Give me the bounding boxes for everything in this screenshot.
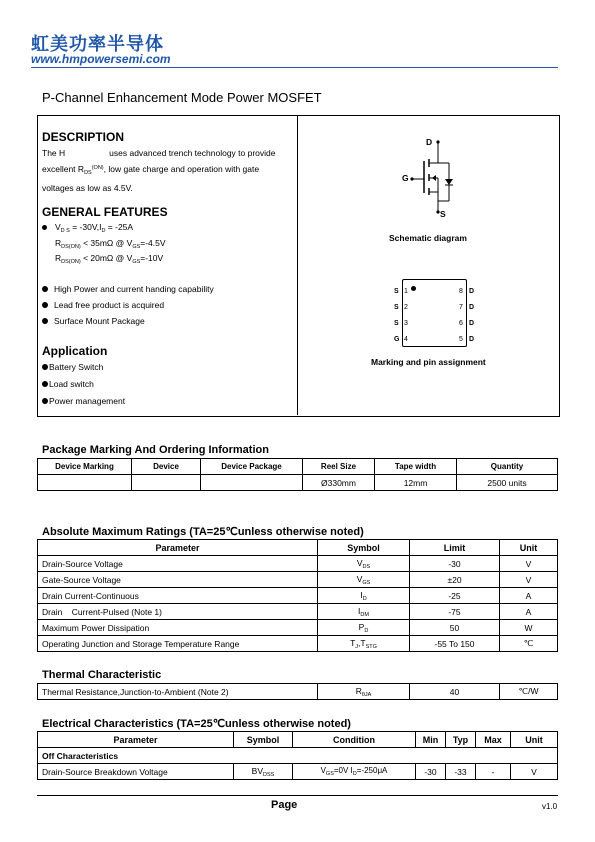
brand-url[interactable]: www.hmpowersemi.com bbox=[31, 52, 171, 66]
features-heading: GENERAL FEATURES bbox=[42, 205, 168, 219]
abs-max-table bbox=[37, 539, 558, 652]
table-row: Drain-Source Breakdown Voltage $BV_{DSS}$ $V_{GS}=0V$ $I_D=-250\mu A$ -30 -33 - V bbox=[38, 764, 558, 780]
overview-divider bbox=[297, 115, 298, 415]
application-heading: Application bbox=[42, 344, 108, 358]
pin-label-g: G bbox=[402, 173, 409, 183]
pin1-dot-icon bbox=[411, 286, 416, 291]
header-rule bbox=[31, 67, 558, 68]
brand-chinese-name: 虹美功率半导体 bbox=[31, 34, 164, 55]
table-row: Maximum Power Dissipation $P_D$ 50 W bbox=[38, 620, 558, 636]
table-row: Thermal Resistance,Junction-to-Ambient (Note 2) $R_{\theta JA}$ 40 ℃/W bbox=[38, 684, 558, 700]
version-label: v1.0 bbox=[542, 802, 558, 811]
right-pin-numbers: 8 7 6 5 bbox=[459, 288, 463, 343]
ordering-title: Package Marking And Ordering Information bbox=[42, 444, 269, 456]
description-heading: DESCRIPTION bbox=[42, 130, 125, 144]
table-row: Drain Current-Continuous $I_D$ -25 A bbox=[38, 588, 558, 604]
table-row: Gate-Source Voltage $V_{GS}$ ±20 V bbox=[38, 572, 558, 588]
feature-bullet-list: High Power and current handing capability Lead free product is acquired Surface Mount Package bbox=[42, 282, 214, 329]
table-row: Operating Junction and Storage Temperature Range $T_J,T_{STG}$ -55 To 150 ℃ bbox=[38, 636, 558, 652]
feature-rdson-10: $R_{DS(ON)} < 20m\Omega$ @ $V_{GS}=-10V$ bbox=[55, 253, 164, 265]
electrical-table bbox=[37, 731, 558, 780]
marking-caption: Marking and pin assignment bbox=[371, 357, 486, 367]
thermal-title: Thermal Characteristic bbox=[42, 669, 162, 681]
left-pin-numbers: 1 2 3 4 bbox=[404, 288, 408, 343]
feature-vds-id: $V_{D S} = -30V,I_D = -25A$ bbox=[42, 220, 133, 239]
table-header-row: Parameter Symbol Condition Min Typ Max Unit bbox=[38, 732, 558, 748]
footer-rule bbox=[37, 795, 558, 796]
thermal-table bbox=[37, 683, 558, 700]
schematic-caption: Schematic diagram bbox=[389, 233, 467, 243]
table-row: Drain-Source Voltage $V_{DS}$ -30 V bbox=[38, 556, 558, 572]
section-row: Off Characteristics bbox=[38, 748, 558, 764]
description-text: The H uses advanced trench technology to provide excellent $R_{DS}^{(ON)}$, low gate charge and operation with gate voltages as low as 4.5V. bbox=[42, 148, 276, 193]
pin-label-s: S bbox=[440, 209, 446, 219]
pin-label-d: D bbox=[426, 137, 433, 147]
table-row: Drain Current-Pulsed (Note 1) $I_{DM}$ -75 A bbox=[38, 604, 558, 620]
electrical-title: Electrical Characteristics (TA=25℃unless otherwise noted) bbox=[42, 718, 351, 730]
table-row: Ø330mm 12mm 2500 units bbox=[38, 475, 558, 491]
table-header-row: Parameter Symbol Limit Unit bbox=[38, 540, 558, 556]
table-header-row: Device Marking Device Device Package Reel Size Tape width Quantity bbox=[38, 459, 558, 475]
ordering-table bbox=[37, 458, 558, 491]
left-pin-names: S S S G bbox=[394, 288, 400, 343]
document-title: P-Channel Enhancement Mode Power MOSFET bbox=[42, 90, 322, 105]
page-label: Page bbox=[271, 799, 298, 811]
abs-max-title: Absolute Maximum Ratings (TA=25℃unless otherwise noted) bbox=[42, 526, 364, 538]
right-pin-names: D D D D bbox=[469, 288, 475, 343]
application-list: Battery Switch Load switch Power management bbox=[42, 359, 125, 410]
feature-rdson-45: $R_{DS(ON)} < 35m\Omega$ @ $V_{GS}=-4.5V$ bbox=[55, 238, 166, 250]
